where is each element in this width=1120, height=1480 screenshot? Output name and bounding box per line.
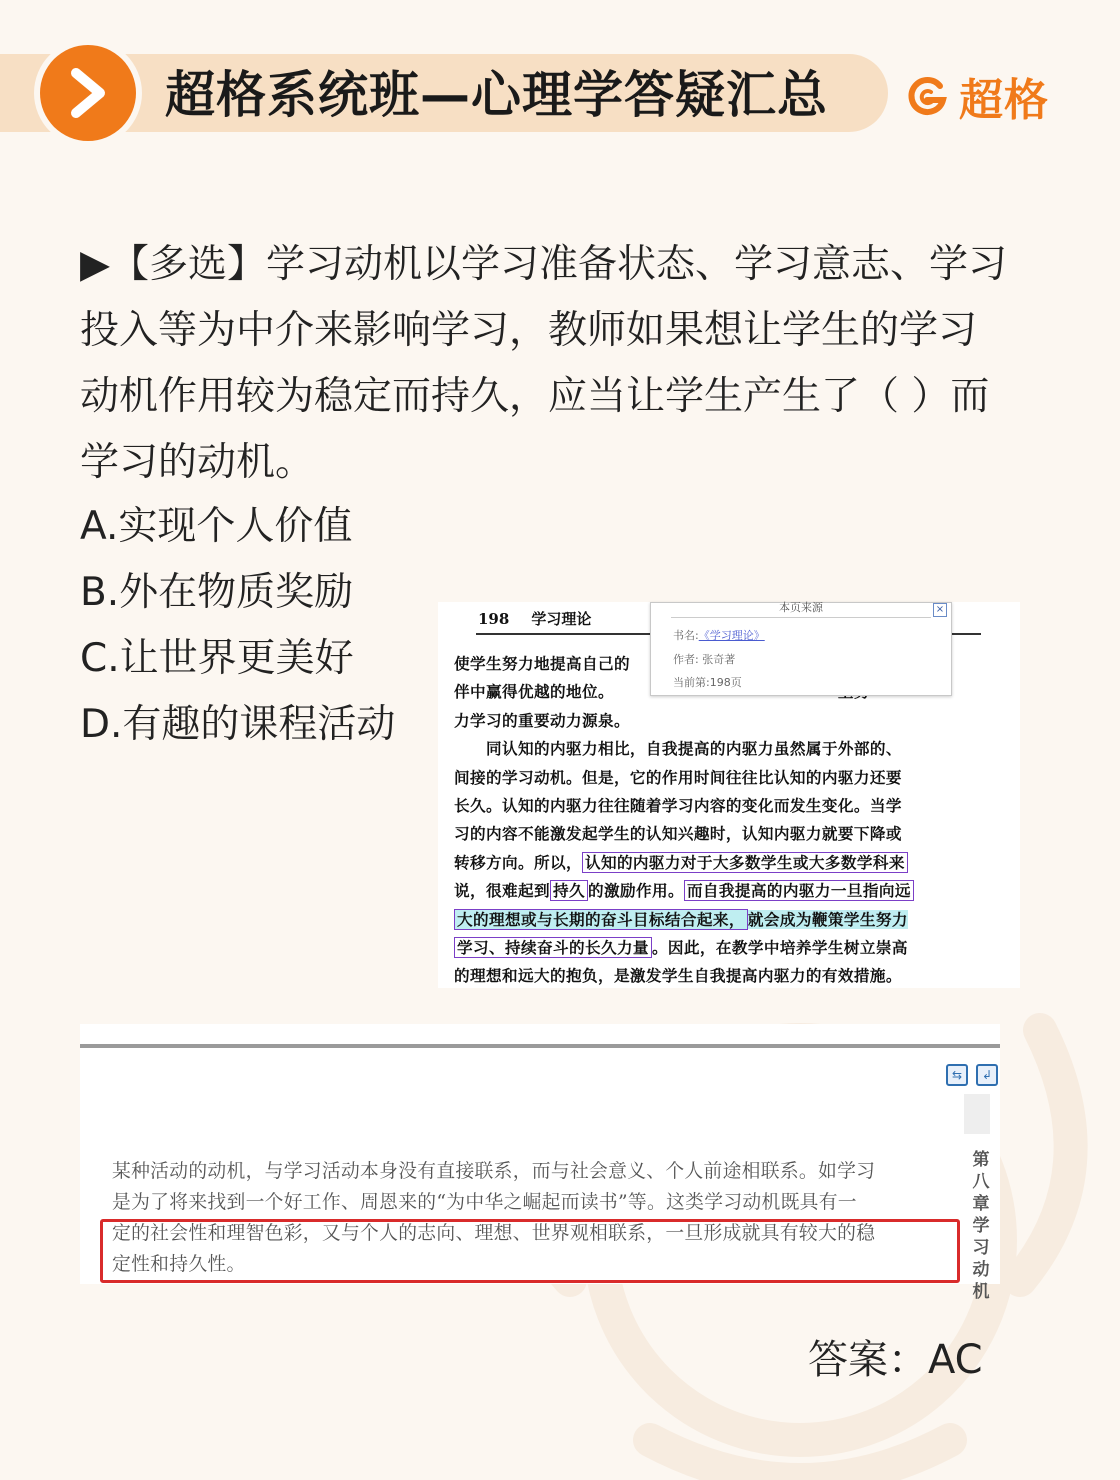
scan2-line: 是为了将来找到一个好工作、周恩来的“为中华之崛起而读书”等。这类学习动机既具有一 [112,1192,857,1213]
scan1-line [454,764,1009,792]
option-b: B.外在物质奖励 [80,570,354,615]
popup-book-line [673,627,765,643]
marked-text: 大的理想或与长期的奋斗目标结合起来， [454,909,748,930]
brand-g-logo-icon [905,74,949,118]
scan1-body-text [454,650,1009,991]
side-scrollbar[interactable] [964,1094,990,1134]
running-head-title: 学习理论 [531,610,592,628]
brand-logo [905,66,1049,126]
answer-text: 答案：AC [808,1337,983,1383]
scan1-text: 力学习的重要动力源泉。 [454,710,630,730]
scan2-line: 定性和持久性。 [112,1254,246,1275]
scan1-text: 使学生努力地提高自己的 [454,654,630,673]
scan1-line [454,792,1009,820]
chevron-right-icon [40,45,136,141]
popup-title: 本页来源 [779,601,823,614]
marked-text: 认知的内驱力对于大多数学生或大多数学科来 [582,852,908,873]
marked-text: 持久 [550,880,588,901]
popup-book-label: 书名: [673,629,699,642]
popup-page: 当前第:198页 [673,676,742,689]
question-stem: 学习动机以学习准备状态、学习意志、学习投入等为中介来影响学习，教师如果想让学生的学习动机作用较为稳定而持久，应当让学生产生了（ ）而学习的动机。 [80,242,1008,485]
option-a: A.实现个人价值 [80,504,353,549]
scan1-line [454,877,1009,905]
brand-name: 超格 [959,75,1049,126]
popup-book-link[interactable]: 《学习理论》 [698,629,765,642]
return-icon[interactable]: ↲ [976,1064,998,1086]
scan1-line [454,906,1009,934]
scan1-text: 长久。认知的内驱力往往随着学习内容的变化而发生变化。当学 [454,796,902,816]
scan1-line [454,934,1009,962]
scan1-text: 习的内容不能激发起学生的认知兴趣时，认知内驱力就要下降或 [454,824,902,844]
scan1-line [454,820,1009,848]
scan1-text: 间接的学习动机。但是，它的作用时间往往比认知的内驱力还要 [454,767,902,787]
page-number: 198 [478,610,510,628]
scan1-line [454,849,1009,877]
scan2-line: 定的社会性和理智色彩，又与个人的志向、理想、世界观相联系，一旦形成就具有较大的稳 [112,1223,876,1244]
option-list [80,494,440,758]
scan1-line [454,735,1009,763]
popup-author: 作者: 张奇著 [673,653,736,666]
page-title: 超格系统班—心理学答疑汇总 [165,66,828,124]
swap-icon[interactable]: ⇆ [946,1064,968,1086]
marked-text: 而自我提高的内驱力一旦指向远 [684,880,914,901]
option-d: D.有趣的课程活动 [80,702,396,747]
scan1-text: 。因此，在教学中培养学生树立崇高 [651,938,908,958]
scan1-line [454,707,1009,735]
scan1-text: 转移方向。所以， [454,852,582,872]
question-type-tag: 【多选】 [110,242,267,287]
red-highlight-box [100,1219,960,1283]
textbook-scan-2 [80,1024,1000,1302]
textbook-scan-1 [438,602,1020,988]
scan2-line: 某种活动的动机，与学习活动本身没有直接联系，而与社会意义、个人前途相联系。如学习 [112,1161,876,1182]
option-c: C.让世界更美好 [80,636,354,681]
play-marker-icon: ▶ [80,242,110,287]
scan1-text: 的激励作用。 [587,881,684,901]
scan1-line [454,962,1009,990]
marked-text: 学习、持续奋斗的长久力量 [454,937,652,958]
viewer-top-rule [80,1044,1000,1048]
source-popup [650,602,952,696]
scan1-text: 说，很难起到 [454,881,550,901]
scan1-text: 的理想和远大的抱负，是激发学生自我提高内驱力的有效措施。 [454,966,902,986]
scan1-text: 同认知的内驱力相比，自我提高的内驱力虽然属于外部的、 [454,739,902,759]
running-header [478,608,613,629]
scan1-text: 就会成为鞭策学生努力 [747,909,908,929]
question-text [80,232,1010,496]
scan1-text: 伴中赢得优越的地位。 [454,682,614,702]
chapter-side-label: 第八章 学习动机 [972,1150,990,1302]
popup-divider [671,617,931,618]
close-icon[interactable]: × [933,603,947,617]
